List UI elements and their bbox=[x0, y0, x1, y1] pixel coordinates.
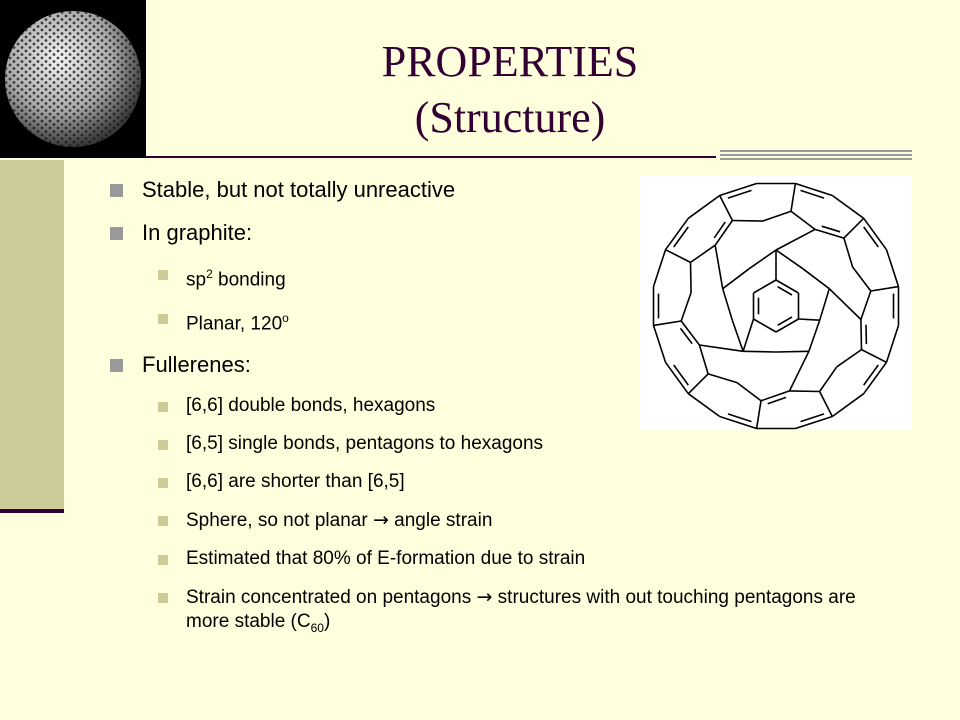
title-underline-dots bbox=[720, 150, 912, 162]
title-line-2: (Structure) bbox=[414, 93, 606, 142]
sub-bullet-item: $sp^2$ bonding bbox=[110, 262, 876, 292]
bond-line bbox=[887, 325, 899, 362]
slide-title bbox=[240, 34, 780, 146]
title-line-1: PROPERTIES bbox=[381, 37, 639, 86]
right-arrow-icon: → bbox=[372, 508, 389, 531]
sub-bullet-item: Strain concentrated on pentagons → structures with out touching pentagons are more stable $(C_{60})$ bbox=[110, 585, 876, 640]
left-bar-divider bbox=[0, 509, 64, 513]
fullerene-ball-image bbox=[0, 0, 146, 158]
sub-bullet-item: Planar, 120$^o$ bbox=[110, 306, 876, 336]
sub-bullet-item: Sphere, so not planar → angle strain bbox=[110, 508, 876, 533]
bullet-item: Stable, but not totally unreactive bbox=[110, 176, 876, 204]
title-underline bbox=[146, 156, 716, 158]
bullet-item: In graphite: bbox=[110, 219, 876, 247]
sub-bullet-item: Estimated that 80% of E-formation due to strain bbox=[110, 547, 876, 571]
bond-line bbox=[887, 250, 899, 287]
sub-bullet-item: [6,5] single bonds, pentagons to hexagons bbox=[110, 432, 876, 456]
right-arrow-icon: → bbox=[476, 585, 493, 608]
bullet-list bbox=[110, 176, 876, 653]
left-accent-bar bbox=[0, 160, 64, 512]
sub-bullet-item: [6,6] are shorter than [6,5] bbox=[110, 470, 876, 494]
bullet-item: Fullerenes: bbox=[110, 351, 876, 379]
sub-bullet-item: [6,6] double bonds, hexagons bbox=[110, 394, 876, 418]
